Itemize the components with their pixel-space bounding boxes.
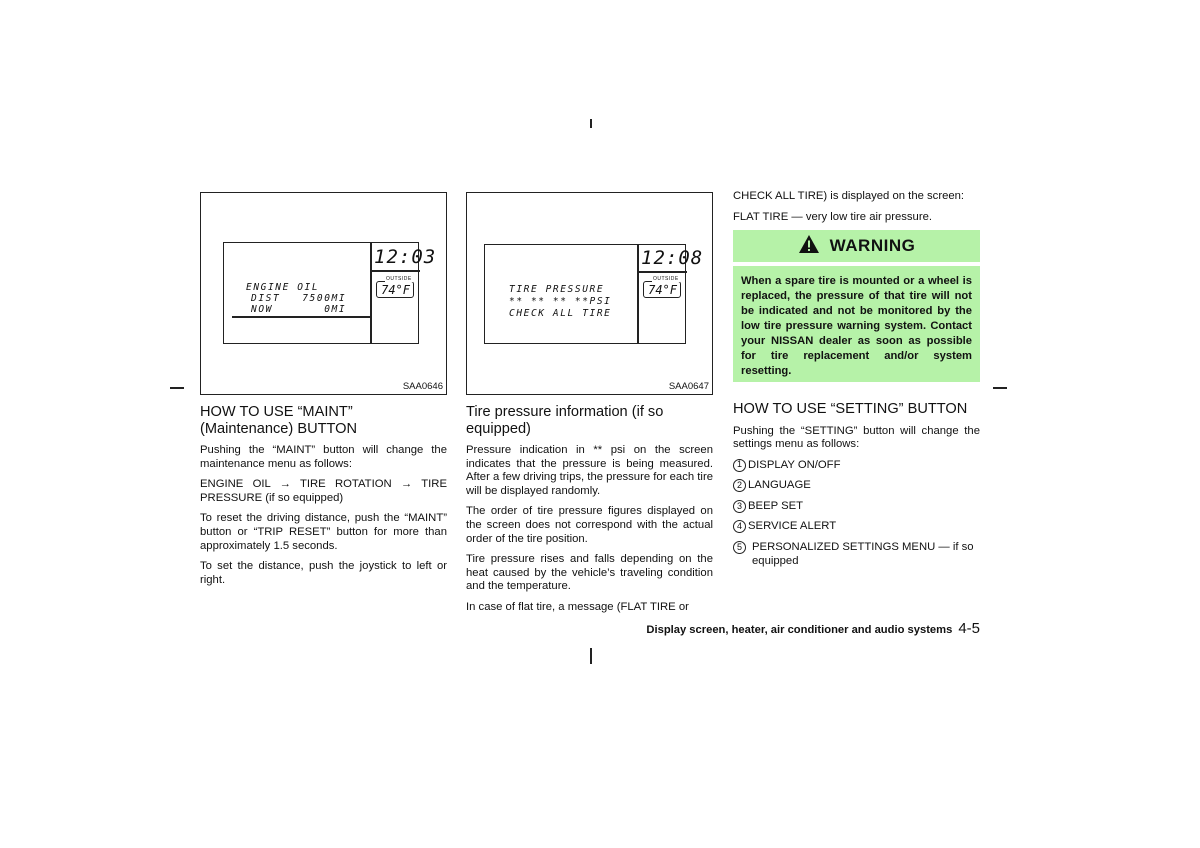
crop-mark-top: [590, 119, 592, 128]
column-1: [200, 404, 447, 594]
lcd-divider-clock: [637, 271, 687, 273]
list-item: [733, 520, 980, 534]
tire-paragraph-2: The order of tire pressure figures displayed on the screen does not correspond with the actual order of the tire position.: [466, 505, 713, 545]
setting-heading: HOW TO USE “SETTING” BUTTON: [733, 401, 968, 417]
lcd-line-2: ** ** ** **PSI: [509, 296, 612, 307]
lcd-clock: 12:03: [374, 246, 437, 268]
list-item-label: BEEP SET: [748, 499, 804, 512]
column-2: [466, 404, 713, 622]
lcd-divider-vertical: [370, 243, 372, 343]
column-3-bottom: [733, 401, 980, 575]
crop-mark-bottom: [590, 648, 592, 664]
column-3-top: [733, 190, 980, 231]
warning-title: WARNING: [829, 236, 916, 255]
outside-temp: 74°F: [648, 283, 677, 297]
setting-paragraph: Pushing the “SETTING” button will change the settings menu as follows:: [733, 424, 980, 451]
tire-paragraph-1: Pressure indication in ** psi on the screen indicates that the pressure is being measured. After a few driving trips, the pressure for each tire will be displayed randomly.: [466, 444, 713, 497]
number-circle: 1: [733, 459, 746, 472]
page-footer: [600, 620, 980, 637]
list-item-label: DISPLAY ON/OFF: [748, 458, 841, 471]
figure-id: SAA0647: [668, 381, 709, 392]
figure-maint-display: [200, 192, 447, 395]
number-circle: 4: [733, 520, 746, 533]
lcd-screen: [223, 242, 437, 344]
lcd-line-1: TIRE PRESSURE: [509, 284, 605, 295]
lcd-line-1: ENGINE OIL: [246, 282, 320, 293]
maint-heading: HOW TO USE “MAINT” (Maintenance) BUTTON: [200, 404, 358, 437]
number-circle: 5: [733, 541, 746, 554]
footer-section-title: Display screen, heater, air conditioner and audio systems: [646, 624, 953, 636]
list-item-label: PERSONALIZED SETTINGS MENU — if so equipped: [752, 541, 974, 567]
crop-mark-right: [993, 387, 1007, 389]
list-item: [733, 459, 980, 473]
lcd-divider-vertical: [637, 245, 639, 343]
list-item: [733, 541, 980, 568]
maint-paragraph-2: ENGINE OIL → TIRE ROTATION → TIRE PRESSURE (if so equipped): [200, 478, 447, 504]
page-number: 4-5: [958, 620, 980, 637]
maint-paragraph-1: Pushing the “MAINT” button will change the maintenance menu as follows:: [200, 444, 447, 470]
number-circle: 3: [733, 500, 746, 513]
flat-tire-paragraph-1: CHECK ALL TIRE) is displayed on the screen:: [733, 190, 965, 202]
figure-id: SAA0646: [402, 381, 443, 392]
warning-header: [733, 230, 980, 262]
lcd-clock: 12:08: [641, 247, 704, 269]
list-item: [733, 500, 980, 514]
outside-temp: 74°F: [381, 283, 410, 297]
lcd-line-2: DIST 7500MI: [251, 293, 347, 304]
lcd-line-3: NOW 0MI: [251, 304, 347, 315]
outside-temp-box: [643, 276, 681, 298]
flat-tire-paragraph-2: FLAT TIRE — very low tire air pressure.: [733, 210, 933, 223]
outside-label: OUTSIDE: [653, 276, 679, 282]
crop-mark-left: [170, 387, 184, 389]
maint-paragraph-4: To set the distance, push the joystick to left or right.: [200, 560, 447, 586]
warning-body: When a spare tire is mounted or a wheel is replaced, the pressure of that tire will not be indicated and not be monitored by the low tire pressure warning system. Contact your NISSAN dealer as soon as possible for tire replacement and/or system resetting.: [733, 266, 980, 382]
lcd-line-3: CHECK ALL TIRE: [509, 308, 612, 319]
figure-tire-display: [466, 192, 713, 395]
tire-heading: Tire pressure information (if so equipped): [466, 404, 664, 437]
list-item-label: LANGUAGE: [748, 479, 811, 492]
lcd-divider-horizontal: [232, 316, 370, 318]
list-item-label: SERVICE ALERT: [748, 520, 837, 533]
tire-paragraph-4: In case of flat tire, a message (FLAT TIRE or: [466, 600, 689, 613]
outside-label: OUTSIDE: [386, 276, 412, 282]
tire-paragraph-3: Tire pressure rises and falls depending on the heat caused by the vehicle’s traveling condition and the temperature.: [466, 553, 713, 593]
maint-paragraph-3: To reset the driving distance, push the “MAINT” button or “TRIP RESET” button for more than approximately 1.5 seconds.: [200, 512, 447, 552]
outside-temp-box: [376, 276, 414, 298]
lcd-screen: [484, 244, 704, 344]
list-item: [733, 479, 980, 493]
lcd-divider-clock: [370, 270, 420, 272]
warning-triangle-icon: [798, 234, 820, 259]
number-circle: 2: [733, 479, 746, 492]
